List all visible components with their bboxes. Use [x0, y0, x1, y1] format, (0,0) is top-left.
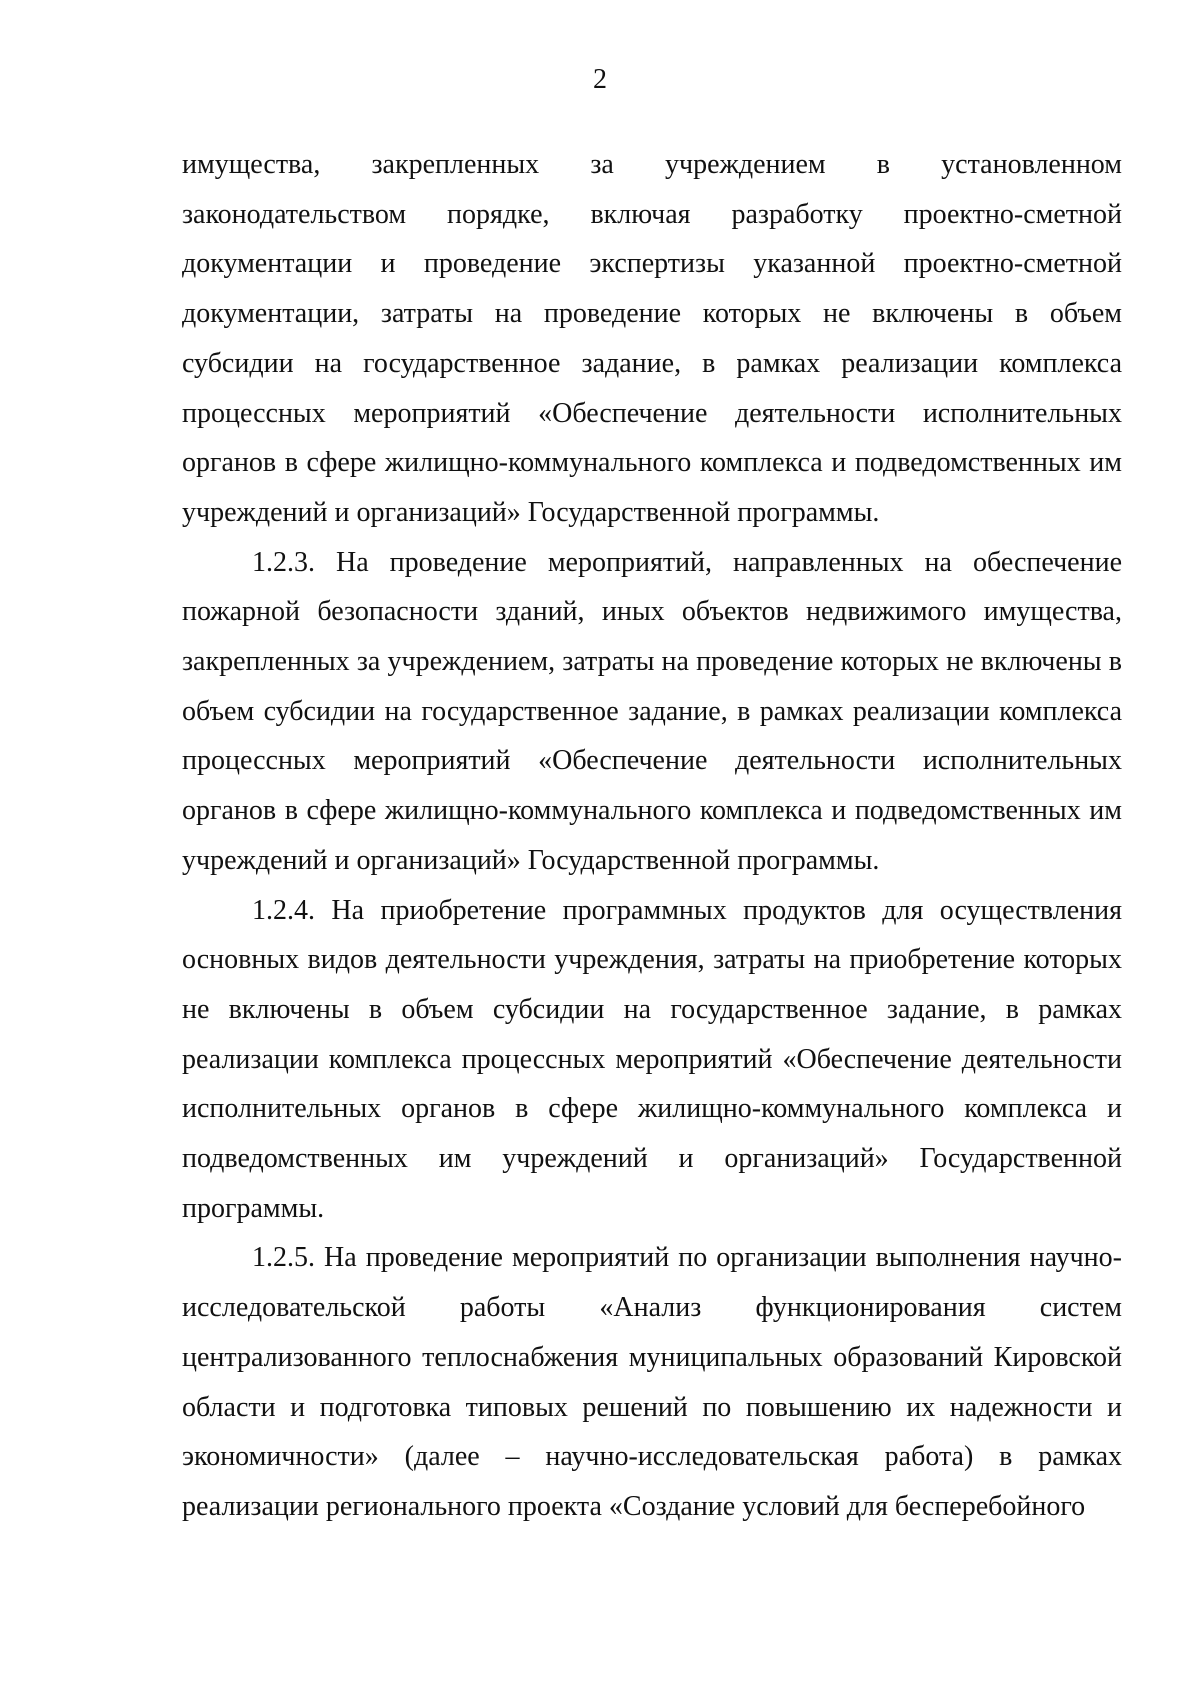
paragraph-1-2-5: 1.2.5. На проведение мероприятий по организации выполнения научно-исследовательской работы «Анализ функционирования систем централизованного теплоснабжения муниципальных образований Кировской области и подготовка типовых решений по повышению их надежности и экономичности» (далее – научно-исследовательская работа) в рамках реализации регионального проекта «Создание условий для бесперебойного	[182, 1242, 1122, 1522]
paragraph-continuation: имущества, закрепленных за учреждением в установленном законодательством порядке, включая разработку проектно-сметной документации и проведение экспертизы указанной проектно-сметной документации, затраты на проведение которых не включены в объем субсидии на государственное задание, в рамках реализации комплекса процессных мероприятий «Обеспечение деятельности исполнительных органов в сфере жилищно-коммунального комплекса и подведомственных им учреждений и организаций» Государственной программы.	[182, 149, 1122, 528]
document-body	[182, 140, 1122, 1532]
paragraph-1-2-4: 1.2.4. На приобретение программных продуктов для осуществления основных видов деятельности учреждения, затраты на приобретение которых не включены в объем субсидии на государственное задание, в рамках реализации комплекса процессных мероприятий «Обеспечение деятельности исполнительных органов в сфере жилищно-коммунального комплекса и подведомственных им учреждений и организаций» Государственной программы.	[182, 894, 1122, 1224]
paragraph-1-2-3: 1.2.3. На проведение мероприятий, направленных на обеспечение пожарной безопасности зданий, иных объектов недвижимого имущества, закрепленных за учреждением, затраты на проведение которых не включены в объем субсидии на государственное задание, в рамках реализации комплекса процессных мероприятий «Обеспечение деятельности исполнительных органов в сфере жилищно-коммунального комплекса и подведомственных им учреждений и организаций» Государственной программы.	[182, 546, 1122, 876]
page-number: 2	[593, 64, 607, 95]
